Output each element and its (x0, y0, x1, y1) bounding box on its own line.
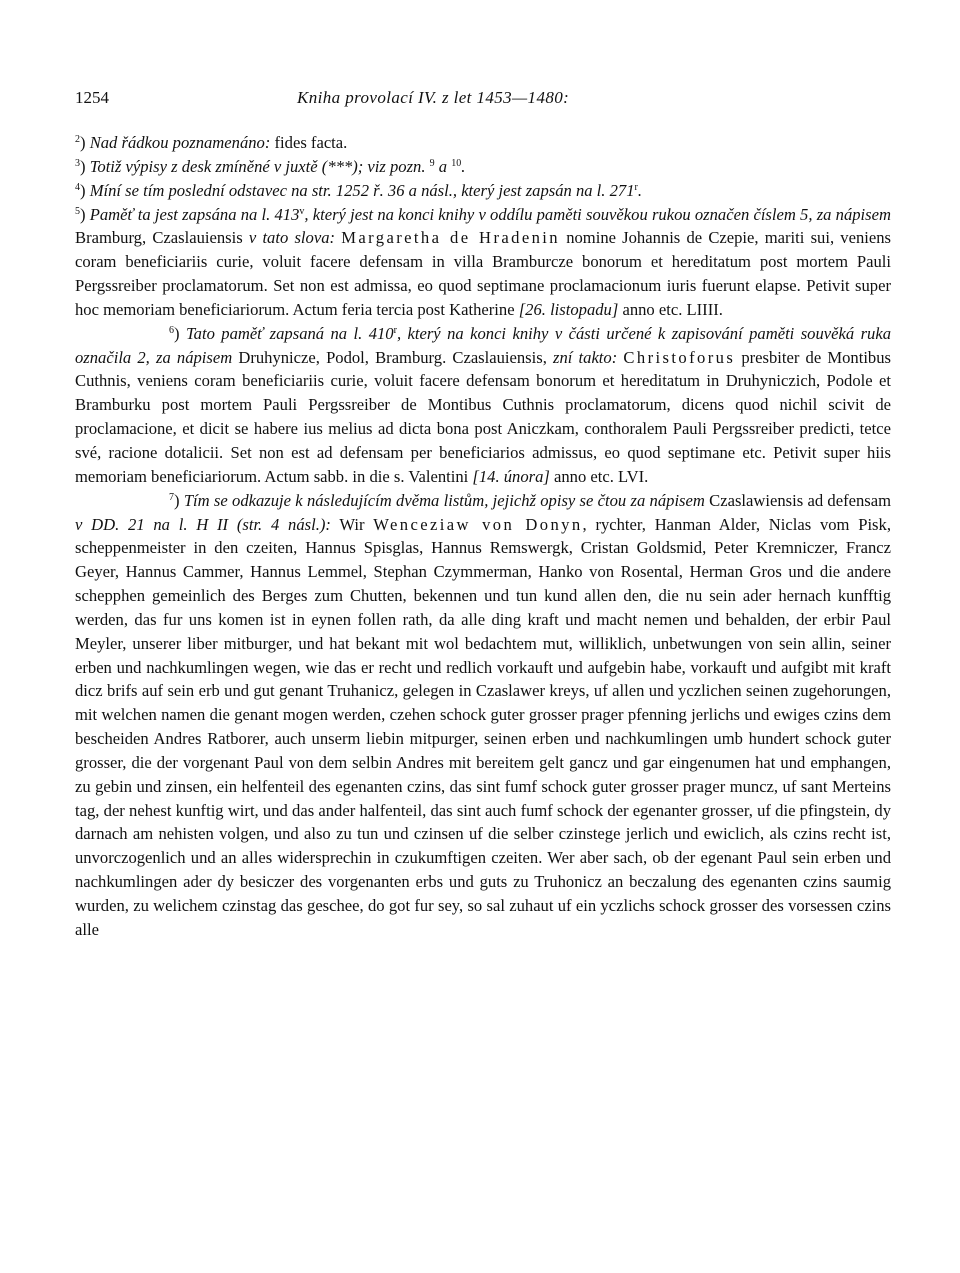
footnote-7 (75, 489, 891, 942)
footnote-text: . (461, 156, 466, 176)
footnote-3 (75, 155, 891, 179)
footnote-marker: 6 (169, 324, 174, 336)
superscript-text: 10 (451, 157, 462, 169)
footnote-text: [14. února] (472, 466, 550, 486)
footnote-marker-paren: ) (80, 180, 90, 200)
footnote-text: Wir (330, 514, 374, 534)
footnote-text: , rychter, Hanman Alder, Niclas vom Pisk, scheppenmeister in den czeiten, Hannus Spisglas, Hannus Remswergk, Cristan Goldsmid, Peter Kremniczer, Francz Geyer, Hannus Cammer, Hannus Lemmel, Stephan Czymmerman, Hanko von Rosental, Herman Gros und die andere schepphen gemeinlich des Berges zum Chutten, bekennen und tun kund allen den, die nu sein ader hernach kunfftig werden, das fur uns komen ist in eynen follen rath, da alle ding kraft und macht nemen und behalden, der erbir Paul Meyler, unserer liber mitburger, und hat bekant mit wol bedachtem mut, williklich, unbetwungen von sein allin, seiner erben und nachkumlingen wegen, wie das er recht und redlich vorkauft und aufgebin habe, vorkauft und aufgibt mit kraft dicz brifs auf sein erb und gut genant Truhanicz, gelegen in Czaslawer kreys, uf allen und yczlichen seinen zugehorungen, mit welchen namen die genant mogen werden, czehen schock guter grosser prager pfenning jerlichs und ewiges czins dem bescheiden Andres Ratborer, auch unserm liebin mitpurger, seinen erben und nachkumlingen umb hundert schock guter grosser, die der vorgenant Paul von dem selbin Andres mit bereitem gelt gancz und gar eingenumen hat und emphangen, zu gebin und zinsen, ein helfenteil des egenanten czins, das sint fumf schock guter grosser prager muncz, uf sant Merteins tag, der nehest kunftig wirt, und das ander halfenteil, das sint auch fumf schock der egenanter grosser, uf die pfingstein, dy darnach am nehisten volgen, und also zu tun und czinsen uf die selber czinstege jerlich und ewiclich, als czins recht ist, unvorczogenlich und an alles widersprechin in czukumftigen czeiten. Wer aber sach, ob der egenant Paul sein erben und nachkumlingen ader dy besiczer des vorgenanten erbs und guts zu Truhonicz an beczalung des egenanten czins saumig wurden, zu welichem czinstag das geschee, do got fur sey, so sal zuhaut uf ein yczlichs schock grosser des vorsessen czins alle (75, 514, 891, 939)
footnote-text: Wenceziaw von Donyn (373, 514, 583, 534)
superscript-text: r (634, 181, 638, 193)
footnote-5 (75, 203, 891, 322)
footnote-text: anno etc. LVI. (549, 466, 649, 486)
footnote-marker: 4 (75, 181, 80, 193)
footnote-text: Paměť ta jest zapsána na l. 413 (89, 204, 300, 224)
footnote-2 (75, 131, 891, 155)
footnote-marker: 2 (75, 134, 80, 145)
footnote-text: Druhynicze, Podol, Bramburg. Czaslauiensis, (232, 347, 554, 367)
footnote-4 (75, 179, 891, 203)
footnote-6 (75, 322, 891, 489)
footnote-text: . (637, 180, 642, 200)
footnote-text: , který jest na konci knihy v oddílu paměti souvěkou rukou označen číslem 5, za nápisem (304, 204, 891, 224)
running-title: Kniha provolací IV. z let 1453—1480: (297, 88, 570, 107)
page-header (75, 88, 891, 112)
document-page (75, 0, 891, 1273)
footnote-marker: 3 (75, 157, 80, 169)
footnote-text: Nad řádkou poznamenáno: (89, 133, 271, 152)
footnote-marker: 7 (169, 491, 174, 503)
superscript-text: v (299, 205, 305, 217)
footnote-text: presbiter de Montibus Cuthnis, veniens coram beneficiariis curie, voluit facere defensam bonorum et hereditatum in Druhyniczich, Podole et Bramburku post mortem Pauli Pergssreiber de Montibus Cuthnis proclamatorum, dicens quod nichil scivit de proclamacione, et dicit se habere ius melius ad dicta bona post Aniczkam, conthoralem Pauli Pergssreiber predicti, tetce své, racione dotalicii. Set non est ad defensam per beneficiarios admissus, eo quod septimane etc. Petivit super hiis memoriam beneficiariorum. Actum sabb. in die s. Valentini (75, 347, 891, 486)
footnote-text: Totiž výpisy z desk zmíněné v juxtě (***); viz pozn. (89, 156, 430, 176)
footnote-text: a (434, 156, 452, 176)
footnote-text: , který na konci knihy v části určené k zapisování paměti souvěká ruka označila 2, za nápisem (75, 323, 891, 367)
footnote-text: Míní se tím poslední odstavec na str. 1252 ř. 36 a násl., který jest zapsán na l. 271 (89, 180, 635, 200)
footnote-text: Czaslawiensis ad defensam (704, 490, 891, 510)
footnote-text: v tato slova: (248, 228, 336, 248)
page-number: 1254 (75, 88, 109, 107)
footnote-marker-paren: ) (174, 490, 184, 510)
footnote-text: nomine Johannis de Czepie, mariti sui, veniens coram beneficiariis curie, voluit facere defensam in villa Bramburcze bonorum et hereditatum post mortem Pauli Pergssreiber proclamatorum. Set non est admissa, eo quod septimane proclamacionum iuris fuerunt elapse. Petivit super hoc memoriam beneficiariorum. Actum feria tercia post Katherine (75, 228, 891, 319)
footnote-text: v DD. 21 na l. H II (str. 4 násl.): (75, 514, 331, 534)
footnote-marker-paren: ) (80, 204, 90, 224)
footnote-marker-paren: ) (80, 133, 90, 152)
footnote-text: Bramburg, Czaslauiensis (75, 228, 249, 248)
footnotes-section (75, 131, 891, 942)
footnote-text: zní takto: (553, 347, 618, 367)
superscript-text: r (393, 324, 397, 336)
footnote-text: Tím se odkazuje k následujícím dvěma listům, jejichž opisy se čtou za nápisem (183, 490, 705, 510)
superscript-text: 9 (429, 157, 435, 169)
footnote-text: [26. listopadu] (518, 299, 619, 319)
footnote-marker-paren: ) (174, 323, 186, 343)
footnote-text: Christoforus (623, 347, 736, 367)
footnote-text: Margaretha de Hradenin (341, 228, 560, 248)
footnote-marker-paren: ) (80, 156, 90, 176)
footnote-text: anno etc. LIIII. (618, 299, 723, 319)
footnote-marker: 5 (75, 205, 80, 217)
footnote-text: Tato paměť zapsaná na l. 410 (185, 323, 394, 343)
footnote-text: fides facta. (270, 133, 348, 152)
